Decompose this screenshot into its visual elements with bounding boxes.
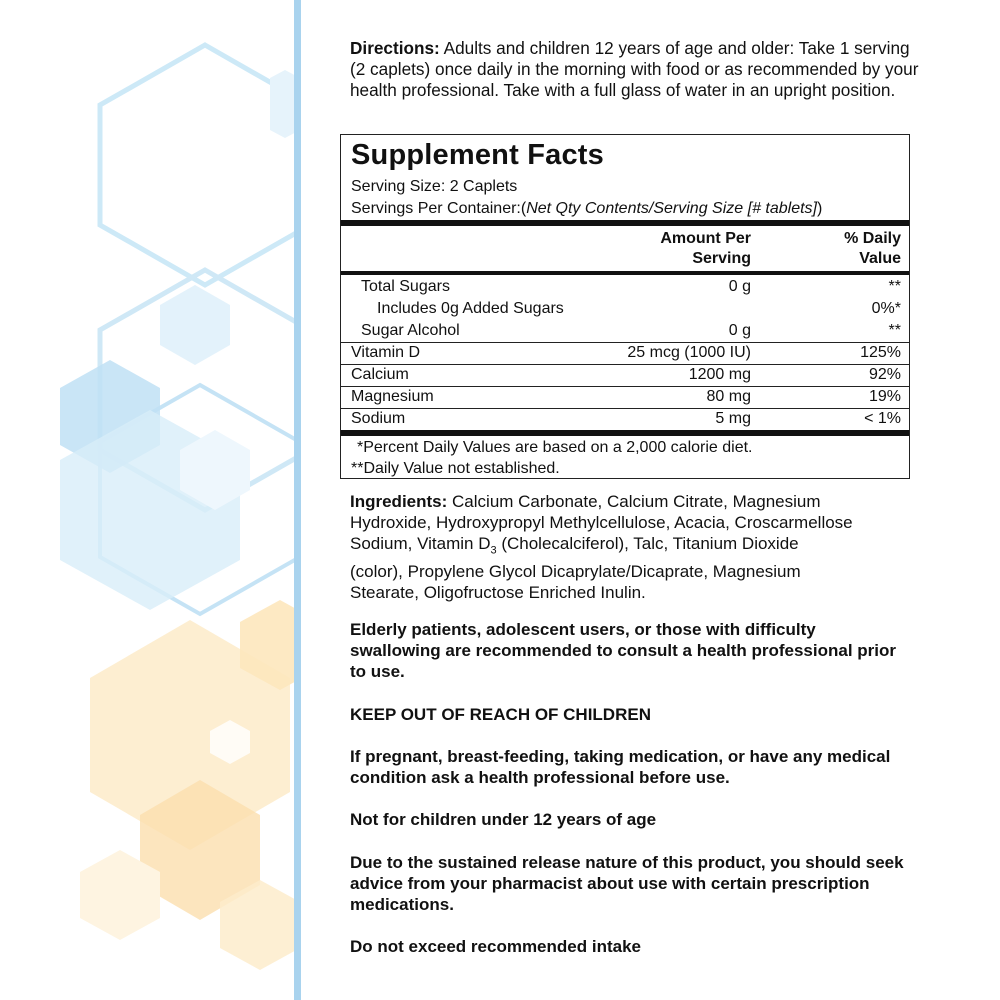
servings-suffix: ) — [817, 200, 823, 217]
warning-do-not-exceed: Do not exceed recommended intake — [350, 937, 641, 956]
ingredients-line — [350, 533, 910, 561]
nutrient-amount: 0 g — [728, 278, 751, 295]
warning-keep-out: KEEP OUT OF REACH OF CHILDREN — [350, 705, 651, 724]
nutrient-amount: 0 g — [728, 322, 751, 339]
nutrient-dv: ** — [888, 322, 901, 339]
ingredients-text: Sodium, Vitamin D — [350, 534, 491, 553]
thick-divider-bottom — [341, 430, 909, 436]
ingredients-label: Ingredients: — [350, 492, 448, 511]
nutrient-label: Sodium — [351, 410, 406, 427]
footnote-percent: *Percent Daily Values are based on a 2,000 calorie diet. — [357, 439, 753, 456]
footnote-daily-value: **Daily Value not established. — [351, 460, 560, 477]
amount-per-serving-header — [660, 229, 751, 269]
nutrient-row — [341, 342, 909, 364]
nutrient-label: Magnesium — [351, 388, 434, 405]
nutrient-amount: 80 mg — [706, 388, 751, 405]
ingredients-line: Stearate, Oligofructose Enriched Inulin. — [350, 583, 646, 603]
nutrient-amount: 25 mcg (1000 IU) — [627, 344, 751, 361]
nutrient-row — [341, 298, 909, 320]
nutrient-label: Includes 0g Added Sugars — [377, 300, 564, 317]
nutrient-row — [341, 320, 909, 342]
nutrient-dv: < 1% — [864, 410, 901, 427]
nutrient-dv: 92% — [868, 366, 901, 383]
servings-prefix: Servings Per Container:( — [351, 200, 527, 217]
accent-divider-line — [294, 0, 301, 1000]
amount-header-line2: Serving — [692, 250, 751, 267]
hexagon-pattern-graphic — [0, 0, 300, 1000]
hexagon-background — [0, 0, 300, 1000]
supplement-facts-title: Supplement Facts — [351, 139, 604, 171]
nutrient-row — [341, 408, 909, 430]
nutrient-dv: ** — [888, 278, 901, 295]
nutrient-row — [341, 386, 909, 408]
warning-sustained-release: Due to the sustained release nature of this product, you should seek advice from your pharmacist about use with certain prescription medications. — [350, 853, 904, 914]
ingredients-text: (Cholecalciferol), Talc, Titanium Dioxide — [496, 534, 799, 553]
supplement-facts-panel — [340, 134, 910, 479]
directions-section — [350, 38, 920, 101]
nutrient-dv: 19% — [868, 388, 901, 405]
nutrient-dv: 125% — [860, 344, 901, 361]
warning-pregnant: If pregnant, breast-feeding, taking medication, or have any medical condition ask a health professional before use. — [350, 747, 891, 787]
nutrient-amount: 5 mg — [715, 410, 751, 427]
daily-value-header — [844, 229, 901, 269]
directions-paragraph — [350, 38, 920, 101]
nutrient-row — [341, 276, 909, 298]
nutrient-row — [341, 364, 909, 386]
nutrient-amount: 1200 mg — [688, 366, 751, 383]
ingredients-line — [350, 491, 910, 512]
nutrient-label: Total Sugars — [361, 278, 450, 295]
warning-elderly: Elderly patients, adolescent users, or those with difficulty swallowing are recommended to consult a health professional prior to use. — [350, 620, 897, 681]
servings-italic: Net Qty Contents/Serving Size [# tablets] — [526, 200, 817, 217]
ingredients-subscript: 3 — [490, 544, 497, 557]
dv-header-line1: % Daily — [844, 230, 901, 247]
servings-per-container — [351, 200, 822, 218]
directions-label: Directions: — [350, 38, 440, 58]
nutrient-label: Sugar Alcohol — [361, 322, 460, 339]
nutrient-label: Calcium — [351, 366, 409, 383]
ingredients-line: Hydroxide, Hydroxypropyl Methylcellulose, Acacia, Croscarmellose — [350, 513, 853, 532]
thick-divider-header — [341, 271, 909, 275]
amount-header-line1: Amount Per — [660, 230, 751, 247]
ingredients-section — [350, 491, 910, 603]
thick-divider-top — [341, 220, 909, 226]
warning-age: Not for children under 12 years of age — [350, 810, 657, 829]
ingredients-text: Calcium Carbonate, Calcium Citrate, Magnesium — [452, 492, 821, 511]
ingredients-line: (color), Propylene Glycol Dicaprylate/Dicaprate, Magnesium — [350, 562, 801, 582]
dv-header-line2: Value — [859, 250, 901, 267]
nutrient-dv: 0%* — [871, 300, 901, 317]
serving-size: Serving Size: 2 Caplets — [351, 178, 518, 195]
directions-text: Adults and children 12 years of age and older: Take 1 serving (2 caplets) once daily in the morning with food or as recommended by your health professional. Take with a full glass of water in an upright position. — [350, 38, 919, 100]
nutrient-label: Vitamin D — [351, 344, 421, 361]
